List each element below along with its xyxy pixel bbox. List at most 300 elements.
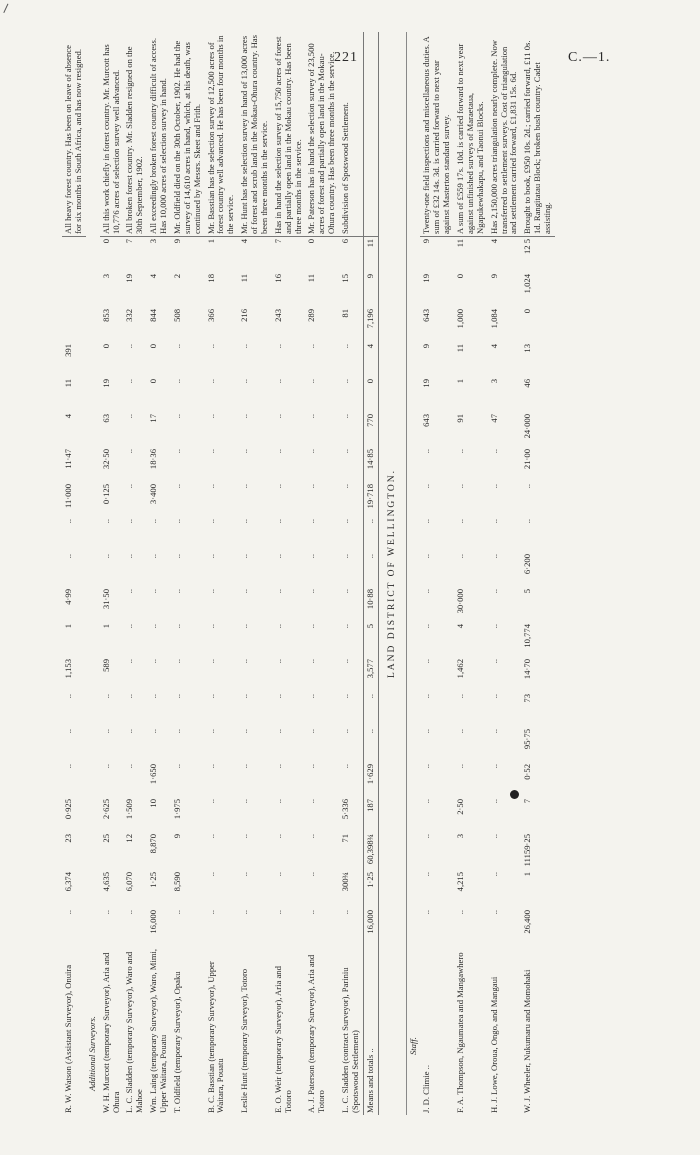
value-cell: .. [63, 910, 73, 915]
value-cell: 11159·25 [522, 834, 533, 867]
value-cell: 1·25 [363, 870, 378, 908]
surveyor-name: Staff. [407, 1037, 418, 1055]
value-cell: 4 [239, 239, 250, 244]
value-cell: .. [239, 624, 250, 629]
value-cell: .. [205, 379, 216, 384]
value-cell: .. [306, 589, 317, 594]
value-cell: .. [171, 554, 182, 559]
value-cell: .. [455, 484, 466, 489]
value-cell: 32·50 [100, 449, 111, 470]
value-cell: 643 [421, 309, 432, 322]
value-cell: 7 [272, 239, 283, 244]
value-cell: 243 [272, 309, 283, 322]
value-cell: .. [205, 764, 216, 769]
table-body [62, 32, 555, 1115]
value-cell: 4 [363, 342, 378, 377]
value-cell: .. [421, 834, 432, 839]
value-cell: .. [306, 519, 317, 524]
value-cell: .. [306, 834, 317, 839]
value-cell: .. [421, 799, 432, 804]
value-cell: .. [488, 910, 499, 915]
value-cell: 216 [239, 309, 250, 322]
value-cell: 15 [340, 274, 350, 283]
value-cell: 1 [522, 872, 533, 877]
value-cell: .. [306, 379, 317, 384]
value-cell: .. [306, 910, 317, 915]
value-cell: .. [488, 484, 499, 489]
value-cell: 11 [455, 239, 466, 248]
value-cell: .. [63, 764, 73, 769]
value-cell: .. [363, 552, 378, 587]
remarks-cell: Subdivision of Spotswood Settlement. [339, 32, 363, 237]
value-cell: .. [171, 659, 182, 664]
remarks-cell: Brought to book, £950 10s. 2d.; carried forward, £11 0s. 1d. Rangitatau Block; broken bush country. Cadet assisting. [521, 32, 555, 237]
value-cell: 300¾ [340, 872, 350, 892]
table-row [238, 32, 272, 1115]
value-cell: .. [488, 834, 499, 839]
value-cell: 3 [455, 834, 466, 839]
value-cell: 9 [488, 274, 499, 279]
value-cell: 391 [63, 344, 73, 357]
value-cell: .. [340, 624, 350, 629]
value-cell: .. [171, 344, 182, 349]
value-cell: 332 [124, 309, 135, 322]
value-cell: 46 [522, 379, 533, 388]
value-cell: 5 [363, 622, 378, 657]
value-cell: 4 [488, 344, 499, 349]
value-cell: 21·00 [522, 449, 533, 470]
value-cell: 0 [363, 377, 378, 412]
value-cell: 95·75 [522, 729, 533, 750]
surveyor-name: F. A. Thompson, Ngaumatea and Mangawhero [455, 952, 466, 1113]
value-cell: 8,590 [171, 872, 182, 892]
value-cell: 11 [363, 237, 378, 273]
surveyor-name: L. C. Sladden (contract Surveyor), Pariniu (Spotswood Settlement) [340, 967, 360, 1113]
value-cell: 9 [421, 344, 432, 349]
value-cell: .. [421, 484, 432, 489]
value-cell: .. [421, 624, 432, 629]
value-cell: 2·50 [455, 799, 466, 815]
value-cell: 589 [100, 659, 111, 672]
value-cell: .. [100, 729, 111, 734]
surveyor-name: J. D. Climie .. [421, 1065, 432, 1113]
value-cell: .. [124, 484, 135, 489]
value-cell: 0·52 [522, 764, 533, 780]
value-cell: 10·88 [363, 587, 378, 622]
value-cell: 19·718 [363, 482, 378, 517]
value-cell: .. [148, 659, 159, 664]
remarks-cell: All broken forest country. Mr. Sladden resigned on the 30th September, 1902. [123, 32, 147, 237]
value-cell: 4 [148, 274, 159, 279]
value-cell: .. [63, 519, 73, 524]
value-cell: 366 [205, 309, 216, 322]
value-cell [62, 307, 86, 342]
value-cell: .. [171, 624, 182, 629]
value-cell: .. [272, 554, 283, 559]
value-cell: .. [340, 554, 350, 559]
value-cell: 7 [522, 799, 533, 804]
value-cell: 2 [171, 274, 182, 279]
value-cell: 1 [455, 379, 466, 384]
value-cell: .. [306, 449, 317, 454]
value-cell: .. [488, 554, 499, 559]
value-cell: .. [148, 554, 159, 559]
section-heading-row [378, 32, 406, 1115]
value-cell: 3·400 [148, 484, 159, 505]
remarks-cell: Twenty-one field inspections and miscellaneous duties. A sum of £32 14s. 3d. is carried forward to next year against Masterton standard survey. [420, 32, 454, 237]
value-cell: .. [306, 659, 317, 664]
value-cell: .. [340, 910, 350, 915]
value-cell: .. [272, 519, 283, 524]
value-cell: .. [363, 692, 378, 727]
surveyor-name: L. C. Sladden (temporary Surveyor), Waro and Mahoe [124, 951, 145, 1113]
value-cell: .. [488, 624, 499, 629]
value-cell: 0 [148, 344, 159, 349]
value-cell: .. [205, 872, 216, 877]
value-cell: .. [124, 449, 135, 454]
value-cell: 1·509 [124, 799, 135, 820]
value-cell: 2·625 [100, 799, 111, 820]
remarks-cell: Has in hand the selection survey of 15,750 acres of forest and partially open land in the Mokau country. Has been three months in the service. [272, 32, 306, 237]
value-cell: .. [306, 799, 317, 804]
value-cell: .. [239, 872, 250, 877]
table-row [305, 32, 339, 1115]
value-cell: .. [340, 484, 350, 489]
value-cell: .. [205, 449, 216, 454]
value-cell: .. [306, 554, 317, 559]
survey-returns-table [62, 32, 555, 1115]
value-cell: 289 [306, 309, 317, 322]
remarks-cell: Mr. Paterson has in hand the selection survey of 23,500 acres of forest and partially open land in the Mokau-Ohura country. Has been three months in the service. [305, 32, 339, 237]
value-cell: .. [63, 694, 73, 699]
value-cell: 16,000 [148, 910, 159, 934]
table-row [62, 32, 86, 1115]
value-cell: 18 [205, 274, 216, 283]
value-cell: .. [239, 379, 250, 384]
value-cell: .. [455, 910, 466, 915]
value-cell: 13 [522, 344, 533, 353]
remarks-cell: All heavy forest country. Has been on leave of absence for six months in South Africa, and has now resigned. [62, 32, 86, 237]
value-cell: 8,870 [148, 834, 159, 854]
value-cell: .. [205, 834, 216, 839]
value-cell: .. [148, 729, 159, 734]
value-cell: .. [124, 344, 135, 349]
value-cell: 643 [421, 414, 432, 427]
value-cell: 0 [100, 239, 111, 244]
value-cell: .. [488, 519, 499, 524]
value-cell: .. [340, 589, 350, 594]
table-row [454, 32, 488, 1115]
value-cell: .. [148, 519, 159, 524]
value-cell: 11 [306, 274, 317, 283]
value-cell: .. [488, 694, 499, 699]
value-cell: 1·25 [148, 872, 159, 888]
value-cell: .. [171, 589, 182, 594]
value-cell: .. [205, 519, 216, 524]
value-cell: .. [124, 554, 135, 559]
value-cell: 1·629 [363, 762, 378, 797]
value-cell: 24·000 [522, 414, 533, 439]
value-cell: .. [124, 659, 135, 664]
value-cell: .. [124, 764, 135, 769]
value-cell: .. [340, 519, 350, 524]
value-cell: 25 [100, 834, 111, 843]
value-cell: 4 [488, 239, 499, 244]
value-cell: 9 [363, 272, 378, 307]
value-cell: .. [100, 910, 111, 915]
value-cell: 14·85 [363, 447, 378, 482]
value-cell: .. [124, 910, 135, 915]
value-cell: .. [488, 449, 499, 454]
value-cell: 3,577 [363, 657, 378, 692]
value-cell: 73 [522, 694, 533, 703]
value-cell: 31·50 [100, 589, 111, 610]
value-cell: .. [340, 414, 350, 419]
value-cell: 71 [340, 834, 350, 843]
value-cell: .. [488, 589, 499, 594]
value-cell: 187 [363, 797, 378, 832]
value-cell: .. [421, 872, 432, 877]
surveyor-name: W. H. Murcott (temporary Surveyor), Aria and Ohura [100, 952, 121, 1113]
value-cell: .. [239, 414, 250, 419]
value-cell: 23 [63, 834, 73, 843]
table-row [123, 32, 147, 1115]
value-cell: .. [272, 379, 283, 384]
value-cell: 60,398¾ [363, 832, 378, 870]
value-cell: .. [306, 694, 317, 699]
value-cell: .. [272, 910, 283, 915]
value-cell: 3 [488, 379, 499, 384]
value-cell: .. [100, 764, 111, 769]
value-cell: .. [171, 379, 182, 384]
value-cell: .. [272, 764, 283, 769]
value-cell: .. [239, 764, 250, 769]
value-cell: .. [488, 659, 499, 664]
remarks-cell: Mr. Basstian has the selection survey of 12,500 acres of forest country well advanced. He has been four months in the service. [205, 32, 239, 237]
value-cell: .. [148, 694, 159, 699]
value-cell: 91 [455, 414, 466, 423]
value-cell: .. [522, 484, 533, 489]
value-cell: 4 [63, 414, 73, 419]
value-cell: .. [340, 694, 350, 699]
value-cell: .. [171, 484, 182, 489]
value-cell: 1 [63, 624, 73, 629]
value-cell: .. [239, 910, 250, 915]
value-cell: .. [239, 799, 250, 804]
surveyor-name: H. J. Lowe, Oroua, Ongo, and Mangaui [488, 976, 499, 1113]
value-cell: .. [488, 764, 499, 769]
value-cell: .. [340, 659, 350, 664]
table-row [147, 32, 171, 1115]
value-cell: .. [205, 729, 216, 734]
value-cell: .. [306, 729, 317, 734]
remarks-cell: A sum of £559 17s. 10d. is carried forward to next year against unfinished surveys of Maraetaua, Ngapukewhakapu, and Taonui Blocks. [454, 32, 488, 237]
value-cell: 11·47 [63, 449, 73, 469]
table-row [339, 32, 363, 1115]
remarks-cell: All this work chiefly in forest country. Mr. Murcott has 10,776 acres of selection survey well advanced. [100, 32, 124, 237]
value-cell [62, 272, 86, 307]
surveyor-name: Leslie Hunt (temporary Surveyor), Totoro [239, 968, 250, 1113]
document-reference: C.—1. [568, 50, 611, 65]
value-cell: .. [205, 799, 216, 804]
value-cell: .. [171, 729, 182, 734]
value-cell: 844 [148, 309, 159, 322]
value-cell: 3 [100, 274, 111, 279]
value-cell: 5 [522, 589, 533, 594]
value-cell: 1,084 [488, 309, 499, 329]
value-cell: .. [421, 519, 432, 524]
value-cell: 0·925 [63, 799, 73, 820]
value-cell: .. [272, 589, 283, 594]
value-cell: 6 [340, 239, 350, 244]
value-cell: .. [421, 694, 432, 699]
value-cell: 0 [522, 309, 533, 314]
value-cell: .. [100, 694, 111, 699]
value-cell: .. [205, 624, 216, 629]
value-cell: .. [171, 764, 182, 769]
value-cell: .. [340, 379, 350, 384]
value-cell: .. [63, 554, 73, 559]
value-cell: .. [205, 910, 216, 915]
value-cell: 19 [421, 274, 432, 283]
value-cell: 9 [421, 239, 432, 244]
value-cell: .. [455, 519, 466, 524]
value-cell: .. [124, 624, 135, 629]
value-cell: 1,024 [522, 274, 533, 294]
value-cell: .. [124, 694, 135, 699]
value-cell: 6·200 [522, 554, 533, 575]
value-cell: .. [100, 554, 111, 559]
surveyor-name: R. W. Watson (Assistant Surveyor), Onuira [63, 964, 73, 1113]
value-cell: 7,196 [363, 307, 378, 342]
value-cell: 10 [148, 799, 159, 808]
remarks-cell: All exceedingly broken forest country difficult of access. Has 10,000 acres of selection survey in hand. [147, 32, 171, 237]
value-cell: .. [522, 519, 533, 524]
value-cell: 6,070 [124, 872, 135, 892]
value-cell: .. [421, 729, 432, 734]
value-cell: .. [340, 449, 350, 454]
table-row [171, 32, 205, 1115]
page-number: 221 [334, 50, 358, 65]
value-cell: 19 [124, 274, 135, 283]
value-cell: 3 [148, 239, 159, 244]
value-cell: 1,000 [455, 309, 466, 329]
value-cell: .. [239, 729, 250, 734]
value-cell: .. [124, 379, 135, 384]
value-cell: .. [124, 519, 135, 524]
surveyor-name: A. J. Paterson (temporary Surveyor), Aria and Totoro [306, 954, 327, 1113]
value-cell: .. [239, 834, 250, 839]
value-cell: .. [340, 344, 350, 349]
value-cell: 11 [63, 379, 73, 388]
value-cell: 770 [363, 412, 378, 447]
surveyor-name: W. J. Wheeler, Nukumaru and Momohaki [522, 969, 533, 1113]
value-cell: .. [306, 484, 317, 489]
surveyor-name: Additional Surveyors. [86, 1016, 97, 1091]
value-cell: .. [488, 729, 499, 734]
value-cell: .. [306, 764, 317, 769]
value-cell: .. [272, 694, 283, 699]
value-cell: .. [239, 449, 250, 454]
value-cell: .. [205, 344, 216, 349]
value-cell: .. [306, 414, 317, 419]
value-cell: 0 [148, 379, 159, 384]
value-cell: 63 [100, 414, 111, 423]
pen-mark [3, 4, 15, 17]
value-cell: .. [488, 799, 499, 804]
value-cell: .. [239, 554, 250, 559]
table-row [205, 32, 239, 1115]
value-cell: .. [239, 484, 250, 489]
value-cell: .. [455, 729, 466, 734]
value-cell: 9 [171, 239, 182, 244]
value-cell: .. [205, 554, 216, 559]
value-cell: .. [340, 729, 350, 734]
value-cell: .. [272, 834, 283, 839]
section-heading: LAND DISTRICT OF WELLINGTON. [378, 32, 406, 1115]
value-cell: 26,400 [522, 910, 533, 934]
value-cell: .. [205, 694, 216, 699]
value-cell: .. [171, 414, 182, 419]
value-cell: .. [421, 764, 432, 769]
value-cell: .. [171, 519, 182, 524]
remarks-cell: Mr. Hunt has the selection survey in hand of 13,000 acres of forest and scrub land in the Mokau-Ohura country. Has been three months in the service. [238, 32, 272, 237]
value-cell: 10,774 [522, 624, 533, 648]
value-cell: 0 [100, 344, 111, 349]
value-cell: 1,153 [63, 659, 73, 679]
value-cell: .. [100, 519, 111, 524]
value-cell: 7 [124, 239, 135, 244]
table-row [363, 32, 378, 1115]
value-cell [62, 237, 86, 273]
value-cell: 16 [272, 274, 283, 283]
value-cell: 0 [306, 239, 317, 244]
value-cell: .. [272, 624, 283, 629]
value-cell: .. [455, 764, 466, 769]
value-cell: 11 [455, 344, 466, 353]
value-cell: .. [421, 449, 432, 454]
value-cell: 17 [148, 414, 159, 423]
value-cell: .. [124, 589, 135, 594]
value-cell: .. [306, 344, 317, 349]
value-cell: .. [239, 519, 250, 524]
ink-blot [510, 790, 519, 799]
value-cell: 12 [124, 834, 135, 843]
value-cell: .. [421, 589, 432, 594]
value-cell: 6,374 [63, 872, 73, 892]
value-cell: .. [363, 727, 378, 762]
value-cell: .. [272, 414, 283, 419]
value-cell: .. [171, 449, 182, 454]
value-cell: 4·99 [63, 589, 73, 605]
value-cell: 853 [100, 309, 111, 322]
value-cell: 508 [171, 309, 182, 322]
table-row [406, 32, 420, 1115]
value-cell: 12 5 [522, 239, 533, 255]
value-cell: 16,000 [363, 908, 378, 943]
value-cell: 11 [239, 274, 250, 283]
value-cell: .. [272, 799, 283, 804]
remarks-cell [363, 32, 378, 237]
value-cell: .. [272, 484, 283, 489]
value-cell: .. [340, 764, 350, 769]
value-cell: 11·000 [63, 484, 73, 509]
table-row [100, 32, 124, 1115]
surveyor-name: T. Oldfield (temporary Surveyor), Opaku [171, 971, 182, 1113]
value-cell: 18·36 [148, 449, 159, 470]
value-cell: 1,462 [455, 659, 466, 679]
value-cell: 0·125 [100, 484, 111, 505]
